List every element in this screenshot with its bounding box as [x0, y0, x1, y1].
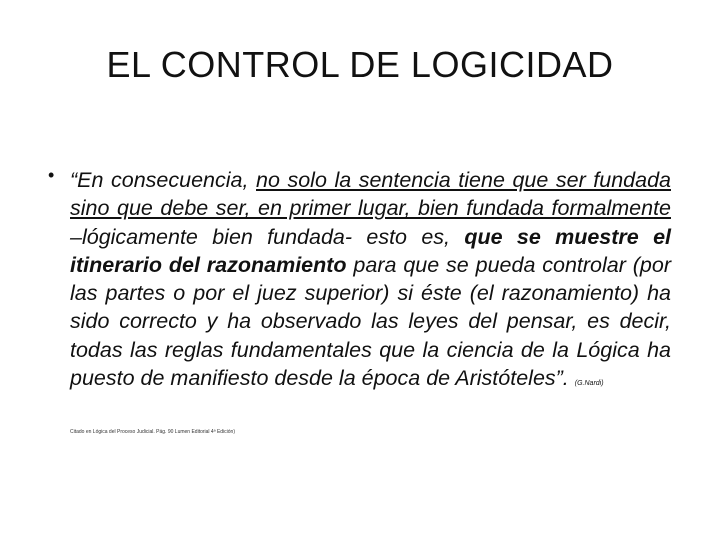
quote-paragraph [70, 166, 671, 398]
quote-author: (G.Nardi) [574, 380, 604, 388]
quote-segment-middle: –lógicamente bien fundada- esto es, [70, 224, 465, 249]
source-citation: Citado en Lógica del Proceso Judicial. Pág. 90 Lumen Editorial 4ª Edición) [70, 429, 236, 435]
quote-segment-bold: que se muestre el itinerario del razonamiento [70, 224, 671, 277]
bullet-marker: • [48, 165, 55, 185]
quote-segment-end: para que se pueda controlar (por las partes o por el juez superior) si éste (el razonamiento) ha sido correcto y ha observado las leyes del pensar, es decir, todas las reglas fundamentales que la ciencia de la Lógica ha puesto de manifiesto desde la época de Aristóteles”. [70, 252, 672, 391]
quote-segment-underlined: no solo la sentencia tiene que ser fundada sino que debe ser, en primer lugar, bien fundada formalmente [70, 168, 671, 221]
slide-title: EL CONTROL DE LOGICIDAD [106, 44, 614, 85]
quote-segment-intro: “En consecuencia, [70, 168, 256, 192]
